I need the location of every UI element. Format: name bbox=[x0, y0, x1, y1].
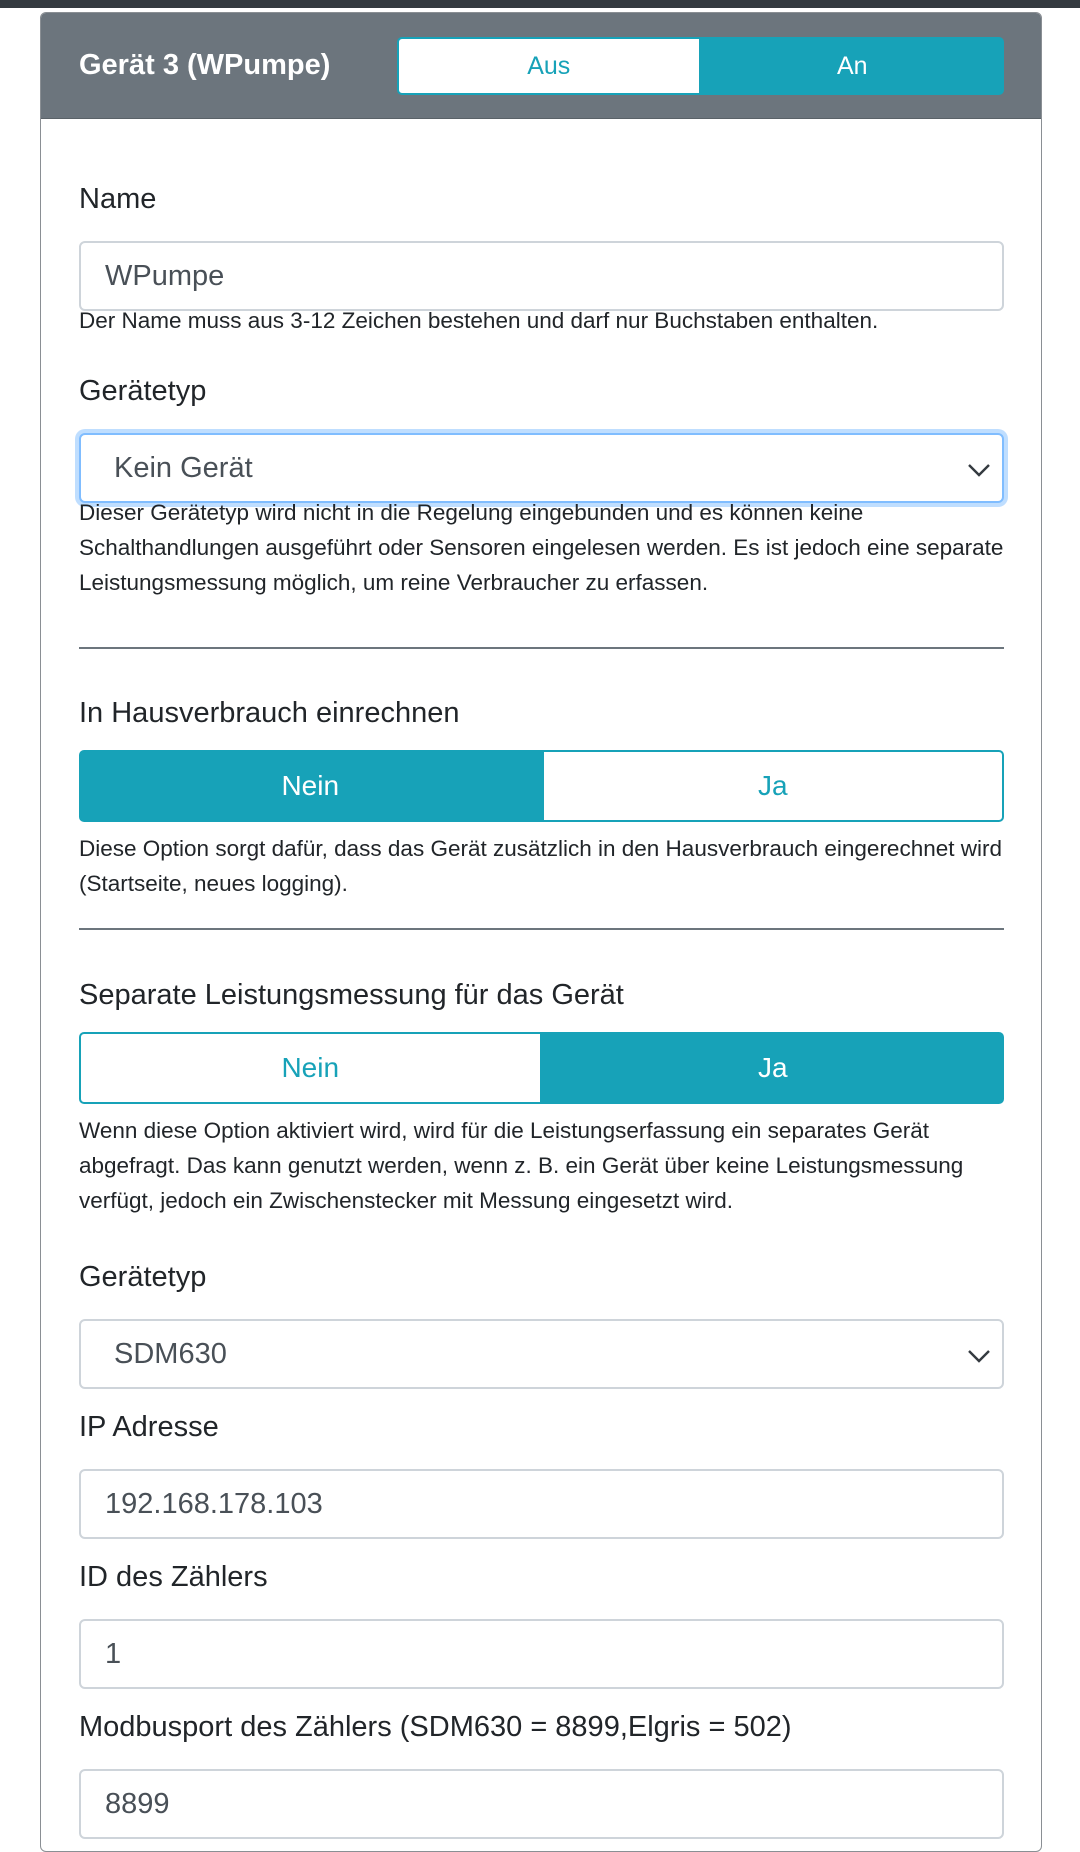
device-title: Gerät 3 (WPumpe) bbox=[79, 49, 331, 81]
device-type-select[interactable] bbox=[79, 433, 1004, 503]
house-consumption-no-button[interactable]: Nein bbox=[79, 750, 542, 822]
ip-address-label: IP Adresse bbox=[79, 1411, 219, 1443]
section-divider bbox=[79, 928, 1004, 930]
meter-id-input[interactable]: 1 bbox=[79, 1619, 1004, 1689]
card-header bbox=[41, 13, 1041, 119]
name-help-text: Der Name muss aus 3-12 Zeichen bestehen und darf nur Buchstaben enthalten. bbox=[79, 308, 879, 333]
separate-measurement-no-button[interactable]: Nein bbox=[79, 1032, 542, 1104]
device-type-label: Gerätetyp bbox=[79, 375, 207, 407]
toggle-on-button[interactable]: An bbox=[701, 37, 1005, 95]
ip-address-input[interactable]: 192.168.178.103 bbox=[79, 1469, 1004, 1539]
house-consumption-label: In Hausverbrauch einrechnen bbox=[79, 697, 460, 729]
house-consumption-help-text: Diese Option sorgt dafür, dass das Gerät zusätzlich in den Hausverbrauch eingerechnet wird (Startseite, neues logging). bbox=[79, 836, 1002, 896]
house-consumption-toggle bbox=[79, 750, 1004, 822]
device-type-help-text: Dieser Gerätetyp wird nicht in die Regelung eingebunden und es können keine Schalthandlungen ausgeführt oder Sensoren eingelesen werden. Es ist jedoch eine separate Leistungsmessung möglich, um reine Verbraucher zu erfassen. bbox=[79, 500, 1004, 595]
chevron-down-icon bbox=[966, 1343, 992, 1369]
meter-type-label: Gerätetyp bbox=[79, 1261, 207, 1293]
chevron-down-icon bbox=[966, 457, 992, 483]
device-type-value: Kein Gerät bbox=[114, 451, 253, 484]
separate-measurement-label: Separate Leistungsmessung für das Gerät bbox=[79, 979, 624, 1011]
separate-measurement-toggle bbox=[79, 1032, 1004, 1104]
modbus-port-label: Modbusport des Zählers (SDM630 = 8899,Elgris = 502) bbox=[79, 1711, 792, 1743]
section-divider bbox=[79, 647, 1004, 649]
toggle-off-button[interactable]: Aus bbox=[397, 37, 701, 95]
meter-type-select[interactable] bbox=[79, 1319, 1004, 1389]
name-input[interactable]: WPumpe bbox=[79, 241, 1004, 311]
name-label: Name bbox=[79, 183, 157, 215]
house-consumption-yes-button[interactable]: Ja bbox=[542, 750, 1005, 822]
device-enable-toggle bbox=[397, 37, 1004, 95]
top-bar bbox=[0, 0, 1080, 8]
separate-measurement-help-text: Wenn diese Option aktiviert wird, wird für die Leistungserfassung ein separates Gerät abgefragt. Das kann genutzt werden, wenn z. B. ein Gerät über keine Leistungsmessung verfügt, jedoch ein Zwischenstecker mit Messung eingesetzt wird. bbox=[79, 1118, 964, 1213]
device-card bbox=[40, 12, 1042, 1852]
modbus-port-input[interactable]: 8899 bbox=[79, 1769, 1004, 1839]
meter-type-value: SDM630 bbox=[114, 1337, 227, 1370]
meter-id-label: ID des Zählers bbox=[79, 1561, 268, 1593]
separate-measurement-yes-button[interactable]: Ja bbox=[542, 1032, 1005, 1104]
